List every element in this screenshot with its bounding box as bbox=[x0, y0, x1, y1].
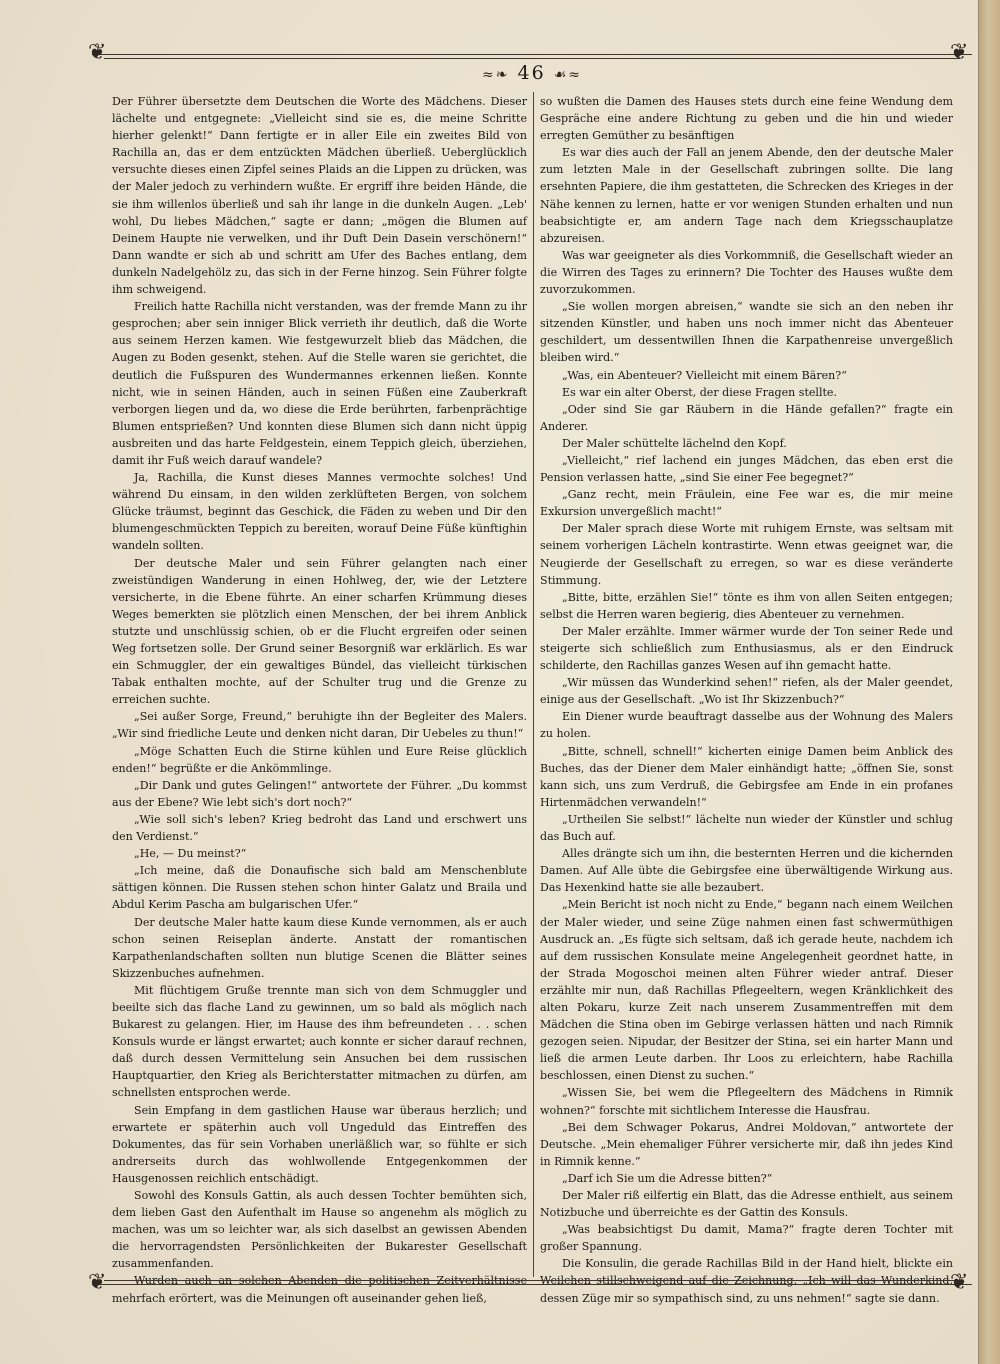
page-header bbox=[92, 62, 972, 90]
top-border-rule bbox=[92, 54, 972, 55]
paragraph: Mit flüchtigem Gruße trennte man sich von dem Schmuggler und beeilte sich das flache Land zu gewinnen, um so bald als möglich nach Bukarest zu gelangen. Hier, im Hause des ihm befreundeten . . . schen Konsuls wurde er längst erwartet; auch konnte er sicher darauf rechnen, daß durch dessen Vermittelung sein Ansuchen bei dem russischen Hauptquartier, den Krieg als Berichterstatter mitmachen zu dürfen, am schnellsten entsprochen werde. bbox=[112, 983, 527, 1100]
paragraph: „Wie soll sich's leben? Krieg bedroht das Land und erschwert uns den Verdienst.“ bbox=[112, 812, 527, 844]
paragraph: Der Maler erzählte. Immer wärmer wurde der Ton seiner Rede und steigerte sich schließlich zum Enthusiasmus, als er den Eindruck schilderte, den Rachillas ganzes Wesen auf ihn gemacht hatte. bbox=[540, 624, 953, 673]
bottom-right-ornament-icon: ❦ bbox=[950, 1270, 969, 1295]
binding-edge bbox=[978, 0, 1000, 1364]
paragraph: „Bitte, bitte, erzählen Sie!“ tönte es ihm von allen Seiten entgegen; selbst die Herren waren begierig, dies Abenteuer zu vernehmen. bbox=[540, 590, 953, 621]
paragraph: Ein Diener wurde beauftragt dasselbe aus der Wohnung des Malers zu holen. bbox=[540, 710, 953, 741]
bottom-left-ornament-icon: ❦ bbox=[88, 1270, 107, 1295]
paragraph: „Bitte, schnell, schnell!“ kicherten einige Damen beim Anblick des Buches, das der Diener dem Maler einhändigt hatte; „öffnen Sie, sonst kann sich, uns zum Verdruß, die Gebirgsfee am Ende in ein profanes Hirtenmädchen verwandeln!“ bbox=[540, 744, 953, 809]
top-left-ornament-icon: ❦ bbox=[88, 40, 107, 65]
paragraph: Alles drängte sich um ihn, die besternten Herren und die kichernden Damen. Auf Alle übte die Gebirgsfee eine überwältigende Wirkung aus. Das Hexenkind hatte sie alle bezaubert. bbox=[540, 847, 953, 895]
left-column bbox=[112, 93, 527, 1307]
paragraph: „Sei außer Sorge, Freund,“ beruhigte ihn der Begleiter des Malers. „Wir sind friedliche Leute und denken nicht daran, Dir Uebeles zu thun!“ bbox=[112, 710, 527, 741]
paragraph: „Mein Bericht ist noch nicht zu Ende,“ begann nach einem Weilchen der Maler wieder, und seine Züge nahmen einen fast schwermüthigen Ausdruck an. „Es fügte sich seltsam, daß ich gerade heute, nachdem ich auf dem russischen Konsulate meine Angelegenheit geordnet hatte, in der Strada Mogoschoi meinen alten Führer wieder antraf. Dieser erzählte mir nun, daß Rachillas Pflegeeltern, wegen Kränklichkeit des alten Pokaru, kurze Zeit nach unserem Zusammentreffen mit dem Mädchen die Stina oben im Gebirge verlassen hätten und nach Rimnik gezogen seien. Nipudar, der Besitzer der Stina, sei ein harter Mann und ließ die armen Leute darben. Ihr Loos zu erleichtern, habe Rachilla beschlossen, einen Dienst zu suchen.“ bbox=[540, 898, 953, 1083]
header-right-flourish-icon: ☙≈ bbox=[553, 67, 583, 83]
paragraph: Der deutsche Maler hatte kaum diese Kunde vernommen, als er auch schon seinen Reiseplan änderte. Anstatt der romantischen Karpathenlandschaften sollten nun blutige Scenen die Blätter seines Skizzenbuches aufnehmen. bbox=[112, 915, 527, 980]
paragraph: Der Führer übersetzte dem Deutschen die Worte des Mädchens. Dieser lächelte und entgegnete: „Vielleicht sind sie es, die meine Schritte hierher gelenkt!“ Dann fertigte er in aller Eile ein zweites Bild von Rachilla an, das er dem entzückten Mädchen überließ. Ueberglücklich versuchte dieses einen Zipfel seines Plaids an die Lippen zu drücken, was der Maler jedoch zu verhindern wußte. Er ergriff ihre beiden Hände, die sie ihm willenlos überließ und sah ihr lange in die dunkeln Augen. „Leb' wohl, Du liebes Mädchen,“ sagte er dann; „mögen die Blumen auf Deinem Haupte nie verwelken, und ihr Duft Dein Dasein verschönern!“ Dann wandte er sich ab und schritt am Ufer des Baches entlang, dem dunkeln Nadelgehölz zu, das sich in der Ferne hinzog. Sein Führer folgte ihm schweigend. bbox=[112, 95, 527, 297]
top-right-ornament-icon: ❦ bbox=[950, 40, 969, 65]
paragraph: „Bei dem Schwager Pokarus, Andrei Moldovan,“ antwortete der Deutsche. „Mein ehemaliger Führer versicherte mir, daß ihn jedes Kind in Rimnik kenne.“ bbox=[540, 1120, 953, 1168]
paragraph: „Dir Dank und gutes Gelingen!“ antwortete der Führer. „Du kommst aus der Ebene? Wie lebt sich's dort noch?“ bbox=[112, 778, 527, 809]
paragraph: Es war dies auch der Fall an jenem Abende, den der deutsche Maler zum letzten Male in der Gesellschaft zubringen sollte. Die lang ersehnten Papiere, die ihm gestatteten, die Schrecken des Krieges in der Nähe kennen zu lernen, hatte er vor wenigen Stunden erhalten und nun beabsichtigte er, am andern Tage nach dem Kriegsschauplatze abzureisen. bbox=[540, 146, 953, 245]
bottom-border-rule bbox=[92, 1284, 972, 1285]
paragraph: „Was beabsichtigst Du damit, Mama?“ fragte deren Tochter mit großer Spannung. bbox=[540, 1223, 953, 1254]
paragraph: Der Maler riß eilfertig ein Blatt, das die Adresse enthielt, aus seinem Notizbuche und überreichte es der Gattin des Konsuls. bbox=[540, 1189, 953, 1220]
paragraph: Der deutsche Maler und sein Führer gelangten nach einer zweistündigen Wanderung in einen Hohlweg, der, wie der Letztere versicherte, in die Ebene führte. An einer scharfen Krümmung dieses Weges bemerkten sie plötzlich einen Menschen, der bei ihrem Anblick stutzte und unschlüssig schien, ob er die Flucht ergreifen oder seinen Weg fortsetzen solle. Der Grund seiner Besorgniß war erklärlich. Es war ein Schmuggler, der ein gewaltiges Bündel, das vielleicht türkischen Tabak enthalten mochte, auf der Schulter trug und die Grenze zu erreichen suchte. bbox=[112, 556, 527, 707]
paragraph: „Oder sind Sie gar Räubern in die Hände gefallen?“ fragte ein Anderer. bbox=[540, 402, 953, 433]
paragraph: Ja, Rachilla, die Kunst dieses Mannes vermochte solches! Und während Du einsam, in den wilden zerklüfteten Bergen, von solchem Glücke träumst, beginnt das Geschick, die Fäden zu weben und Dir den blumengeschmückten Teppich zu bereiten, worauf Deine Füße künftighin wandeln sollten. bbox=[112, 471, 527, 553]
paragraph: Der Maler sprach diese Worte mit ruhigem Ernste, was seltsam mit seinem vorherigen Lächeln kontrastirte. Wenn etwas geeignet war, die Neugierde der Gesellschaft zu erregen, so war es diese veränderte Stimmung. bbox=[540, 522, 953, 587]
paragraph: Was war geeigneter als dies Vorkommniß, die Gesellschaft wieder an die Wirren des Tages zu erinnern? Die Tochter des Hauses wußte dem zuvorzukommen. bbox=[540, 248, 953, 297]
paragraph: „Urtheilen Sie selbst!“ lächelte nun wieder der Künstler und schlug das Buch auf. bbox=[540, 812, 953, 844]
column-divider bbox=[533, 92, 534, 1277]
paragraph: „Sie wollen morgen abreisen,“ wandte sie sich an den neben ihr sitzenden Künstler, und haben uns noch immer nicht das Abenteuer geschildert, um dessentwillen Ihnen die Karpathenreise unvergeßlich bleiben wird.“ bbox=[540, 300, 953, 365]
right-column bbox=[540, 93, 953, 1307]
paragraph: Wurden auch an solchen Abenden die politischen Zeitverhältnisse mehrfach erörtert, was die Meinungen oft auseinander gehen ließ, bbox=[112, 1274, 527, 1305]
page-number: 46 bbox=[517, 62, 546, 84]
paragraph: „Vielleicht,“ rief lachend ein junges Mädchen, das eben erst die Pension verlassen hatte, „sind Sie einer Fee begegnet?“ bbox=[540, 453, 953, 485]
bottom-border-inner-rule bbox=[104, 1280, 960, 1281]
paragraph: „He, — Du meinst?“ bbox=[134, 847, 247, 861]
paragraph: Die Konsulin, die gerade Rachillas Bild in der Hand hielt, blickte ein Weilchen stillschweigend auf die Zeichnung. „Ich will das Wunderkind, dessen Züge mir so sympathisch sind, zu uns nehmen!“ sagte sie dann. bbox=[540, 1257, 953, 1305]
paragraph: „Ganz recht, mein Fräulein, eine Fee war es, die mir meine Exkursion unvergeßlich macht!“ bbox=[540, 488, 953, 519]
paragraph: „Darf ich Sie um die Adresse bitten?“ bbox=[562, 1171, 773, 1185]
top-border-inner-rule bbox=[104, 58, 960, 59]
paragraph: „Ich meine, daß die Donaufische sich bald am Menschenblute sättigen können. Die Russen stehen schon hinter Galatz und Braila und Abdul Kerim Pascha am bulgarischen Ufer.“ bbox=[112, 864, 527, 912]
paragraph: „Möge Schatten Euch die Stirne kühlen und Eure Reise glücklich enden!“ begrüßte er die Ankömmlinge. bbox=[112, 744, 527, 775]
paragraph: so wußten die Damen des Hauses stets durch eine feine Wendung dem Gespräche eine andere Richtung zu geben und die hin und wieder erregten Gemüther zu besänftigen bbox=[540, 95, 953, 143]
paragraph: Sein Empfang in dem gastlichen Hause war überaus herzlich; und erwartete er späterhin auch voll Ungeduld das Eintreffen des Dokumentes, das für sein Vorhaben unerläßlich war, so fühlte er sich andrerseits durch das wohlwollende Entgegenkommen der Hausgenossen reichlich entschädigt. bbox=[112, 1103, 527, 1185]
paragraph: „Was, ein Abenteuer? Vielleicht mit einem Bären?“ bbox=[562, 368, 847, 382]
paragraph: Es war ein alter Oberst, der diese Fragen stellte. bbox=[562, 385, 837, 399]
paragraph: Sowohl des Konsuls Gattin, als auch dessen Tochter bemühten sich, dem lieben Gast den Aufenthalt im Hause so angenehm als möglich zu machen, was um so leichter war, als sich daselbst an gewissen Abenden die hervorragendsten Persönlichkeiten der Bukarester Gesellschaft zusammenfanden. bbox=[112, 1189, 527, 1271]
paragraph: „Wissen Sie, bei wem die Pflegeeltern des Mädchens in Rimnik wohnen?“ forschte mit sichtlichem Interesse die Hausfrau. bbox=[540, 1086, 953, 1117]
paragraph: „Wir müssen das Wunderkind sehen!“ riefen, als der Maler geendet, einige aus der Gesellschaft. „Wo ist Ihr Skizzenbuch?“ bbox=[540, 676, 953, 707]
paragraph: Freilich hatte Rachilla nicht verstanden, was der fremde Mann zu ihr gesprochen; aber sein inniger Blick verrieth ihr deutlich, daß die Worte aus seinem Herzen kamen. Wie festgewurzelt blieb das Mädchen, die Augen zu Boden gesenkt, stehen. Auf die Stelle waren sie gerichtet, die deutlich die Fußspuren des Wundermannes erkennen ließen. Konnte nicht, wie in seinen Händen, auch in seinen Füßen eine Zauberkraft verborgen liegen und da, wo diese die Erde berührten, farbenprächtige Blumen entsprießen? Und konnten diese Blumen sich dann nicht üppig ausbreiten und das harte Feldgestein, einem Teppich gleich, überziehen, damit ihr Fuß weich darauf wandele? bbox=[112, 300, 527, 467]
header-left-flourish-icon: ≈❧ bbox=[481, 67, 510, 83]
paragraph: Der Maler schüttelte lächelnd den Kopf. bbox=[562, 436, 787, 450]
